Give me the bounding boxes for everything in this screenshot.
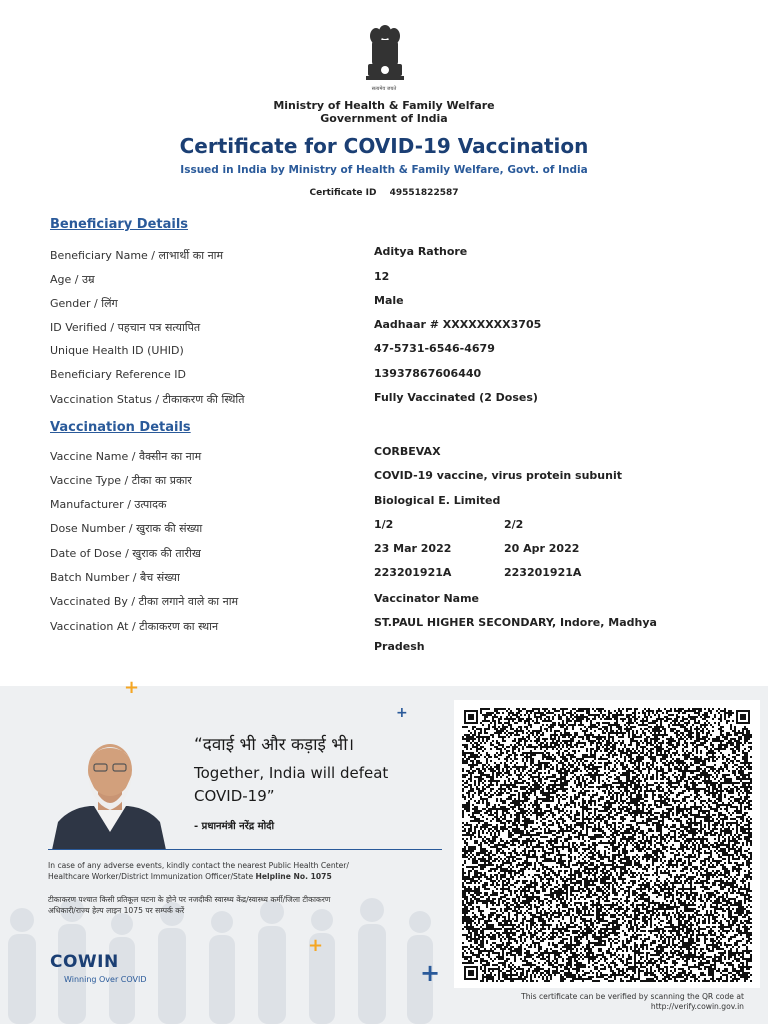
id-verified-label: ID Verified / पहचान पत्र सत्यापित (50, 321, 201, 334)
emblem-motto: सत्यमेव जयते (371, 86, 397, 92)
vaccination-status-value: Fully Vaccinated (2 Doses) (374, 391, 538, 404)
note-en-line1: In case of any adverse events, kindly contact the nearest Public Health Center/ (48, 861, 349, 870)
adverse-events-note-en (48, 860, 448, 882)
vaccination-status-label: Vaccination Status / टीकाकरण की स्थिति (50, 393, 245, 406)
certificate-id (0, 188, 768, 198)
manufacturer-value: Biological E. Limited (374, 494, 501, 507)
helpline-number: Helpline No. 1075 (255, 872, 332, 881)
age-label: Age / उम्र (50, 273, 95, 286)
reference-id-label: Beneficiary Reference ID (50, 368, 186, 381)
gender-label: Gender / लिंग (50, 297, 118, 310)
plus-decoration-icon: + (396, 705, 408, 721)
note-hi-line2: अधिकारी/राज्य हेल्प लाइन 1075 पर सम्पर्क करें (48, 906, 185, 915)
vaccinated-at-value-line2: Pradesh (374, 640, 425, 653)
vaccine-name-label: Vaccine Name / वैक्सीन का नाम (50, 450, 202, 463)
dose-number-label: Dose Number / खुराक की संख्या (50, 522, 203, 535)
government-name: Government of India (320, 112, 448, 125)
verify-note (440, 992, 744, 1012)
date-of-dose-1: 23 Mar 2022 (374, 542, 452, 555)
vaccine-name-value: CORBEVAX (374, 445, 441, 458)
reference-id-value: 13937867606440 (374, 367, 482, 380)
vaccine-type-value: COVID-19 vaccine, virus protein subunit (374, 469, 622, 482)
dose-number-2: 2/2 (504, 518, 524, 531)
vaccinated-at-label: Vaccination At / टीकाकरण का स्थान (50, 620, 219, 633)
qr-code-icon (462, 708, 752, 982)
vaccine-type-label: Vaccine Type / टीका का प्रकार (50, 474, 192, 487)
quote-english: Together, India will defeat COVID-19” (194, 764, 389, 805)
plus-decoration-icon: + (420, 959, 441, 987)
note-en-line2-text: Healthcare Worker/District Immunization Officer/State (48, 872, 254, 881)
vaccination-heading: Vaccination Details (50, 420, 191, 435)
quote-hindi: “दवाई भी और कड़ाई भी। (194, 735, 355, 755)
divider (48, 849, 442, 850)
adverse-events-note-hi (48, 894, 448, 916)
vaccinated-by-label: Vaccinated By / टीका लगाने वाले का नाम (50, 595, 239, 608)
id-verified-value: Aadhaar # XXXXXXXX3705 (374, 318, 542, 331)
plus-decoration-icon: + (124, 677, 140, 698)
ministry-name: Ministry of Health & Family Welfare (273, 99, 495, 112)
date-of-dose-2: 20 Apr 2022 (504, 542, 580, 555)
uhid-label: Unique Health ID (UHID) (50, 344, 184, 357)
manufacturer-label: Manufacturer / उत्पादक (50, 498, 167, 511)
age-value: 12 (374, 270, 390, 283)
date-of-dose-label: Date of Dose / खुराक की तारीख (50, 547, 201, 560)
plus-decoration-icon: + (308, 935, 324, 956)
vaccinated-at-value-line1: ST.PAUL HIGHER SECONDARY, Indore, Madhya (374, 616, 657, 629)
verify-line1: This certificate can be verified by scanning the QR code at (521, 992, 744, 1001)
verify-link: http://verify.cowin.gov.in (650, 1002, 744, 1011)
cowin-logo: COWIN (50, 952, 119, 972)
national-emblem-icon (362, 22, 408, 92)
vaccinated-by-value: Vaccinator Name (374, 592, 480, 605)
prime-minister-portrait (48, 736, 172, 850)
beneficiary-name-label: Beneficiary Name / लाभार्थी का नाम (50, 249, 224, 262)
quote-attribution: - प्रधानमंत्री नरेंद्र मोदी (194, 821, 275, 832)
certificate-id-value: 49551822587 (389, 188, 459, 198)
cowin-tagline: Winning Over COVID (64, 975, 147, 984)
note-hi-line1: टीकाकरण पश्चात किसी प्रतिकूल घटना के होने पर नजदीकी स्वास्थ्य केंद्र/स्वास्थ्य कर्मी/जिला टीकाकरण (48, 895, 331, 904)
beneficiary-heading: Beneficiary Details (50, 217, 189, 232)
certificate-title: Certificate for COVID-19 Vaccination (179, 134, 589, 158)
uhid-value: 47-5731-6546-4679 (374, 342, 495, 355)
gender-value: Male (374, 294, 404, 307)
batch-number-label: Batch Number / बैच संख्या (50, 571, 180, 584)
certificate-id-label: Certificate ID (309, 188, 377, 198)
dose-number-1: 1/2 (374, 518, 394, 531)
batch-number-1: 223201921A (374, 566, 452, 579)
certificate-subtitle: Issued in India by Ministry of Health & Family Welfare, Govt. of India (180, 164, 588, 176)
batch-number-2: 223201921A (504, 566, 582, 579)
beneficiary-name-value: Aditya Rathore (374, 245, 468, 258)
note-en-line2 (48, 871, 448, 882)
